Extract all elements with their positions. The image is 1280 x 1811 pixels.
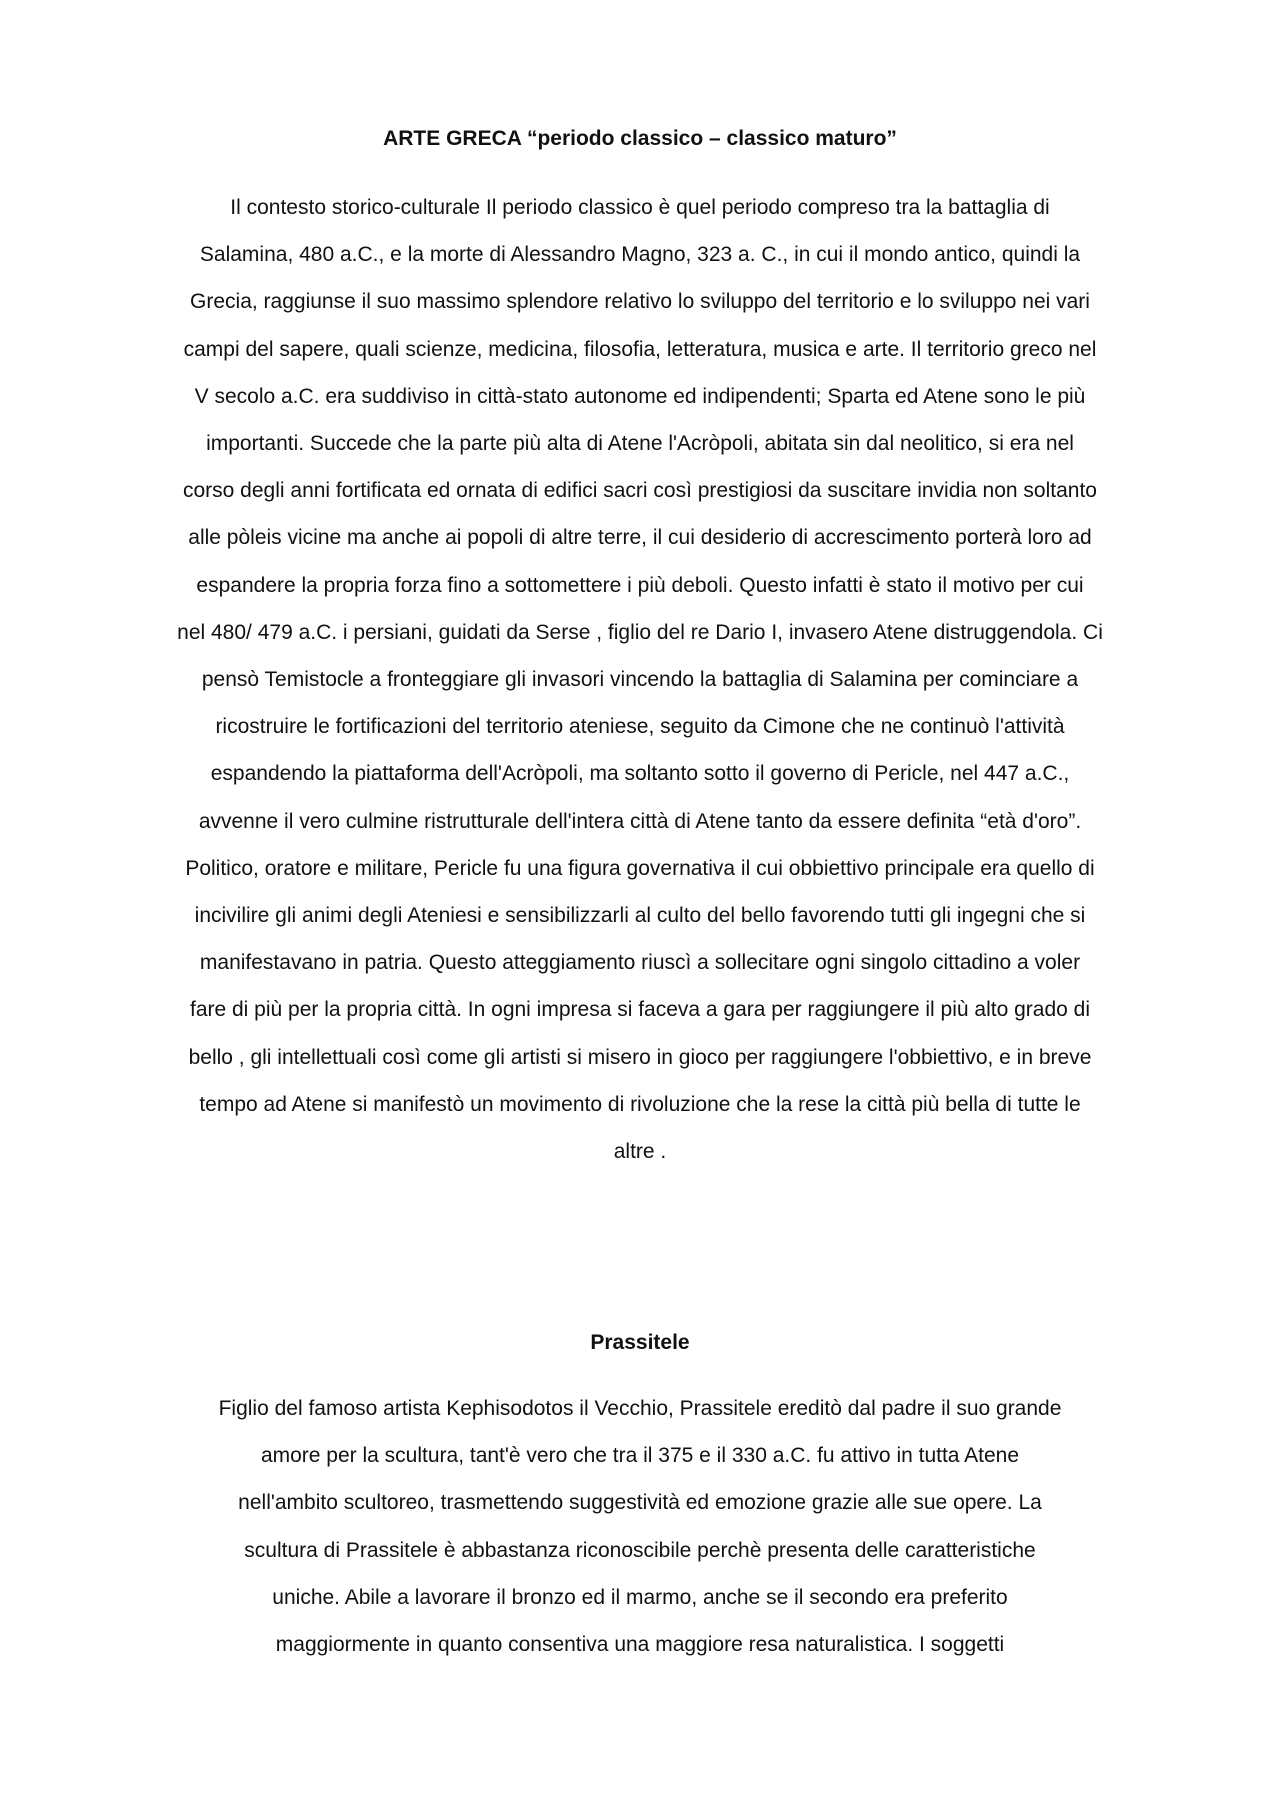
paragraph-line: maggiormente in quanto consentiva una maggiore resa naturalistica. I soggetti [275,1633,1005,1657]
paragraph-line: altre . [613,1140,667,1164]
paragraph-line: Figlio del famoso artista Kephisodotos il Vecchio, Prassitele ereditò dal padre il suo grande [218,1397,1062,1420]
document-title: ARTE GRECA “periodo classico – classico maturo” [383,127,897,150]
paragraph-line: manifestavano in patria. Questo atteggiamento riuscì a sollecitare ogni singolo cittadino a voler [199,951,1081,975]
paragraph-line: avvenne il vero culmine ristrutturale dell'intera città di Atene tanto da essere definita “età d'oro”. [198,809,1082,833]
historical-context-paragraph [118,184,1162,1175]
paragraph-line: bello , gli intellettuali così come gli artisti si misero in gioco per raggiungere l'obbiettivo, e in breve [188,1045,1092,1069]
paragraph-line: Grecia, raggiunse il suo massimo splendore relativo lo sviluppo del territorio e lo sviluppo nei vari [190,290,1090,314]
paragraph-line: uniche. Abile a lavorare il bronzo ed il marmo, anche se il secondo era preferito [272,1585,1008,1609]
paragraph-line: Salamina, 480 a.C., e la morte di Alessandro Magno, 323 a. C., in cui il mondo antico, quindi la [199,243,1081,267]
paragraph-line: fare di più per la propria città. In ogni impresa si faceva a gara per raggiungere il più alto grado di [189,998,1091,1022]
paragraph-line: espandendo la piattaforma dell'Acròpoli, ma soltanto sotto il governo di Pericle, nel 447 a.C., [210,762,1070,786]
prassitele-paragraph [190,1385,1090,1668]
paragraph-line: alle pòleis vicine ma anche ai popoli di altre terre, il cui desiderio di accrescimento porterà loro ad [188,526,1092,550]
paragraph-line: nel 480/ 479 a.C. i persiani, guidati da Serse , figlio del re Dario I, invasero Atene distruggendola. Ci [177,620,1103,644]
paragraph-line: scultura di Prassitele è abbastanza riconoscibile perchè presenta delle caratteristiche [244,1538,1036,1562]
paragraph-line: nell'ambito scultoreo, trasmettendo suggestività ed emozione grazie alle sue opere. La [238,1491,1042,1515]
paragraph-line: incivilire gli animi degli Ateniesi e sensibilizzarli al culto del bello favorendo tutti gli ingegni che si [194,904,1086,928]
paragraph-line: amore per la scultura, tant'è vero che tra il 375 e il 330 a.C. fu attivo in tutta Atene [260,1444,1020,1468]
paragraph-line: corso degli anni fortificata ed ornata di edifici sacri così prestigiosi da suscitare invidia non soltanto [183,479,1097,503]
paragraph-line: campi del sapere, quali scienze, medicina, filosofia, letteratura, musica e arte. Il territorio greco nel [183,337,1097,361]
paragraph-line: pensò Temistocle a fronteggiare gli invasori vincendo la battaglia di Salamina per cominciare a [201,668,1079,692]
paragraph-line: espandere la propria forza fino a sottomettere i più deboli. Questo infatti è stato il motivo per cui [196,573,1084,597]
paragraph-line: tempo ad Atene si manifestò un movimento di rivoluzione che la rese la città più bella di tutte le [199,1092,1081,1116]
paragraph-line: Politico, oratore e militare, Pericle fu una figura governativa il cui obbiettivo principale era quello di [185,856,1095,880]
paragraph-line: V secolo a.C. era suddiviso in città-stato autonome ed indipendenti; Sparta ed Atene sono le più [194,384,1086,408]
paragraph-line: ricostruire le fortificazioni del territorio ateniese, seguito da Cimone che ne continuò l'attività [215,715,1065,739]
paragraph-line: Il contesto storico-culturale Il periodo classico è quel periodo compreso tra la battaglia di [230,196,1050,219]
paragraph-line: importanti. Succede che la parte più alta di Atene l'Acròpoli, abitata sin dal neolitico, si era nel [206,432,1074,456]
section-heading-prassitele: Prassitele [590,1331,690,1354]
